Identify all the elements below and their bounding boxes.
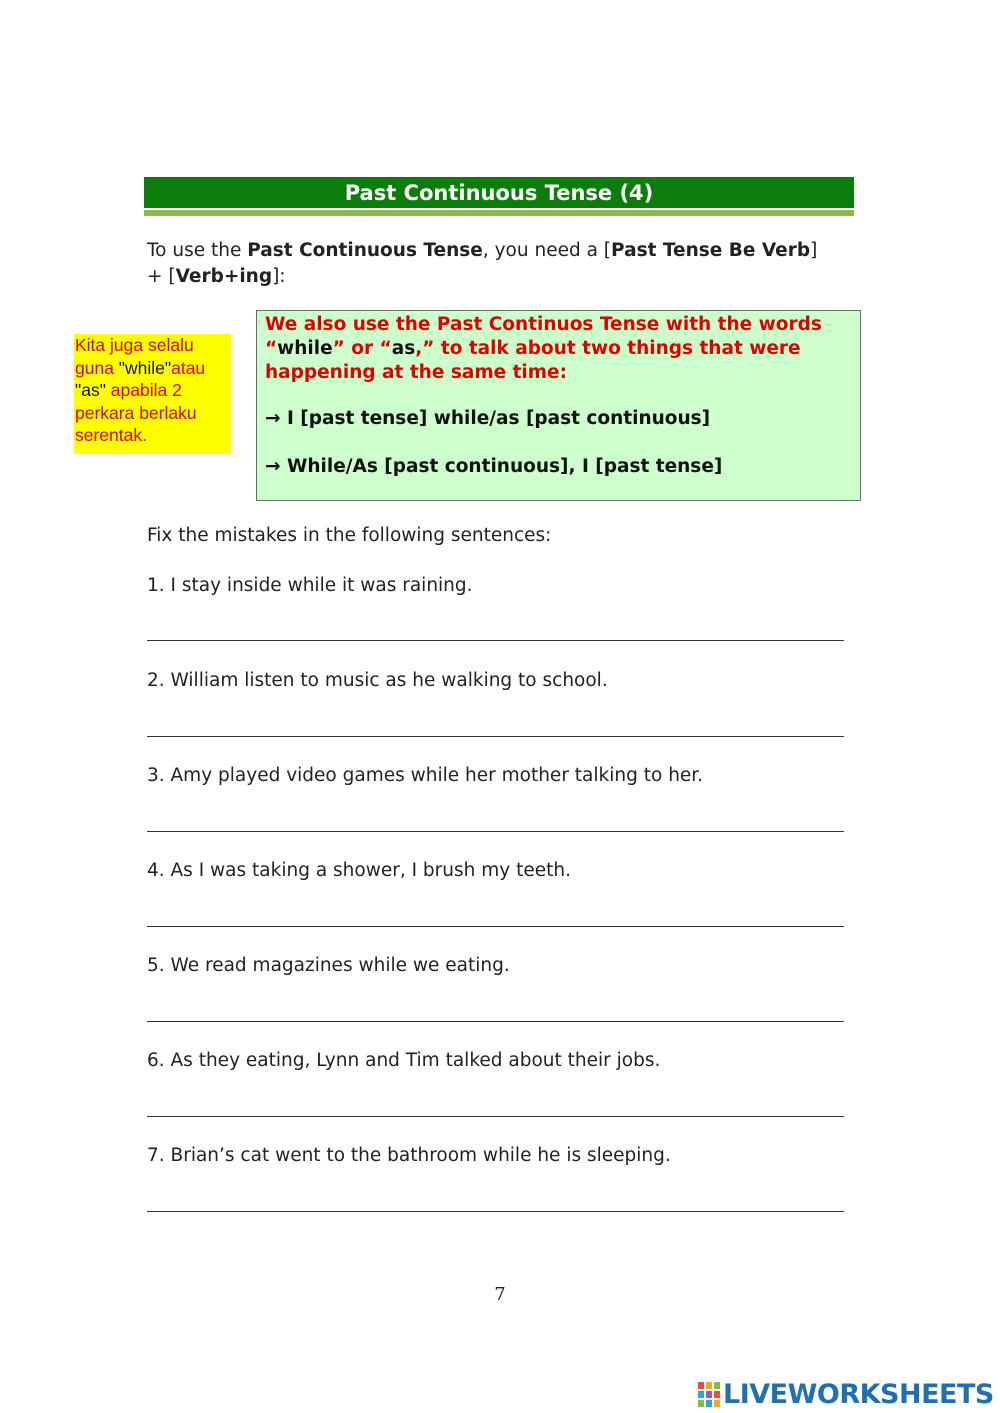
brand-name: LIVEWORKSHEETS [723,1378,994,1410]
title-underline [144,210,854,216]
answer-line-2[interactable] [147,736,844,737]
question-7: 7. Brian’s cat went to the bathroom while he is sleeping. [147,1145,671,1166]
answer-line-7[interactable] [147,1211,844,1212]
intro-bold-term: Past Tense Be Verb [611,240,811,261]
liveworksheets-icon [697,1380,721,1408]
intro-text: ]: [272,266,286,287]
rule-keyword: while [277,338,333,359]
rule-keyword: as [391,338,416,359]
answer-line-3[interactable] [147,831,844,832]
exercise-instruction: Fix the mistakes in the following sentences: [147,525,552,546]
question-2: 2. William listen to music as he walking to school. [147,670,608,691]
note-text: apabila 2 perkara berlaku serentak. [75,380,197,445]
rule-box [256,310,861,501]
answer-line-5[interactable] [147,1021,844,1022]
rule-pattern-2: → While/As [past continuous], I [past tense] [265,456,723,477]
malay-note-box [74,334,231,454]
answer-line-4[interactable] [147,926,844,927]
intro-paragraph [147,238,827,290]
question-5: 5. We read magazines while we eating. [147,955,510,976]
rule-text: ,” to talk about two things that were happening at the same time: [265,338,801,383]
intro-text: , you need a [ [482,240,612,261]
intro-text: To use the [147,240,248,261]
note-text: atau [171,357,206,378]
page-title: Past Continuous Tense (4) [144,177,854,208]
answer-line-6[interactable] [147,1116,844,1117]
answer-line-1[interactable] [147,640,844,641]
intro-bold-term: Verb+ing [175,266,273,287]
intro-bold-term: Past Continuous Tense [247,240,483,261]
rule-explanation [265,313,852,385]
liveworksheets-logo [697,1378,994,1410]
rule-text: ” or “ [332,338,392,359]
rule-pattern-1: → I [past tense] while/as [past continuous] [265,408,711,429]
rule-text: We also use the Past Continuos Tense with the words “ [265,314,822,359]
question-6: 6. As they eating, Lynn and Tim talked about their jobs. [147,1050,661,1071]
question-4: 4. As I was taking a shower, I brush my teeth. [147,860,571,881]
page-number: 7 [494,1284,506,1305]
note-keyword: "while" [118,357,172,378]
question-3: 3. Amy played video games while her mother talking to her. [147,765,704,786]
intro-text: ] + [ [147,240,818,287]
note-keyword: "as" [75,380,106,400]
question-1: 1. I stay inside while it was raining. [147,575,473,596]
note-text: Kita juga selalu guna [75,335,194,378]
